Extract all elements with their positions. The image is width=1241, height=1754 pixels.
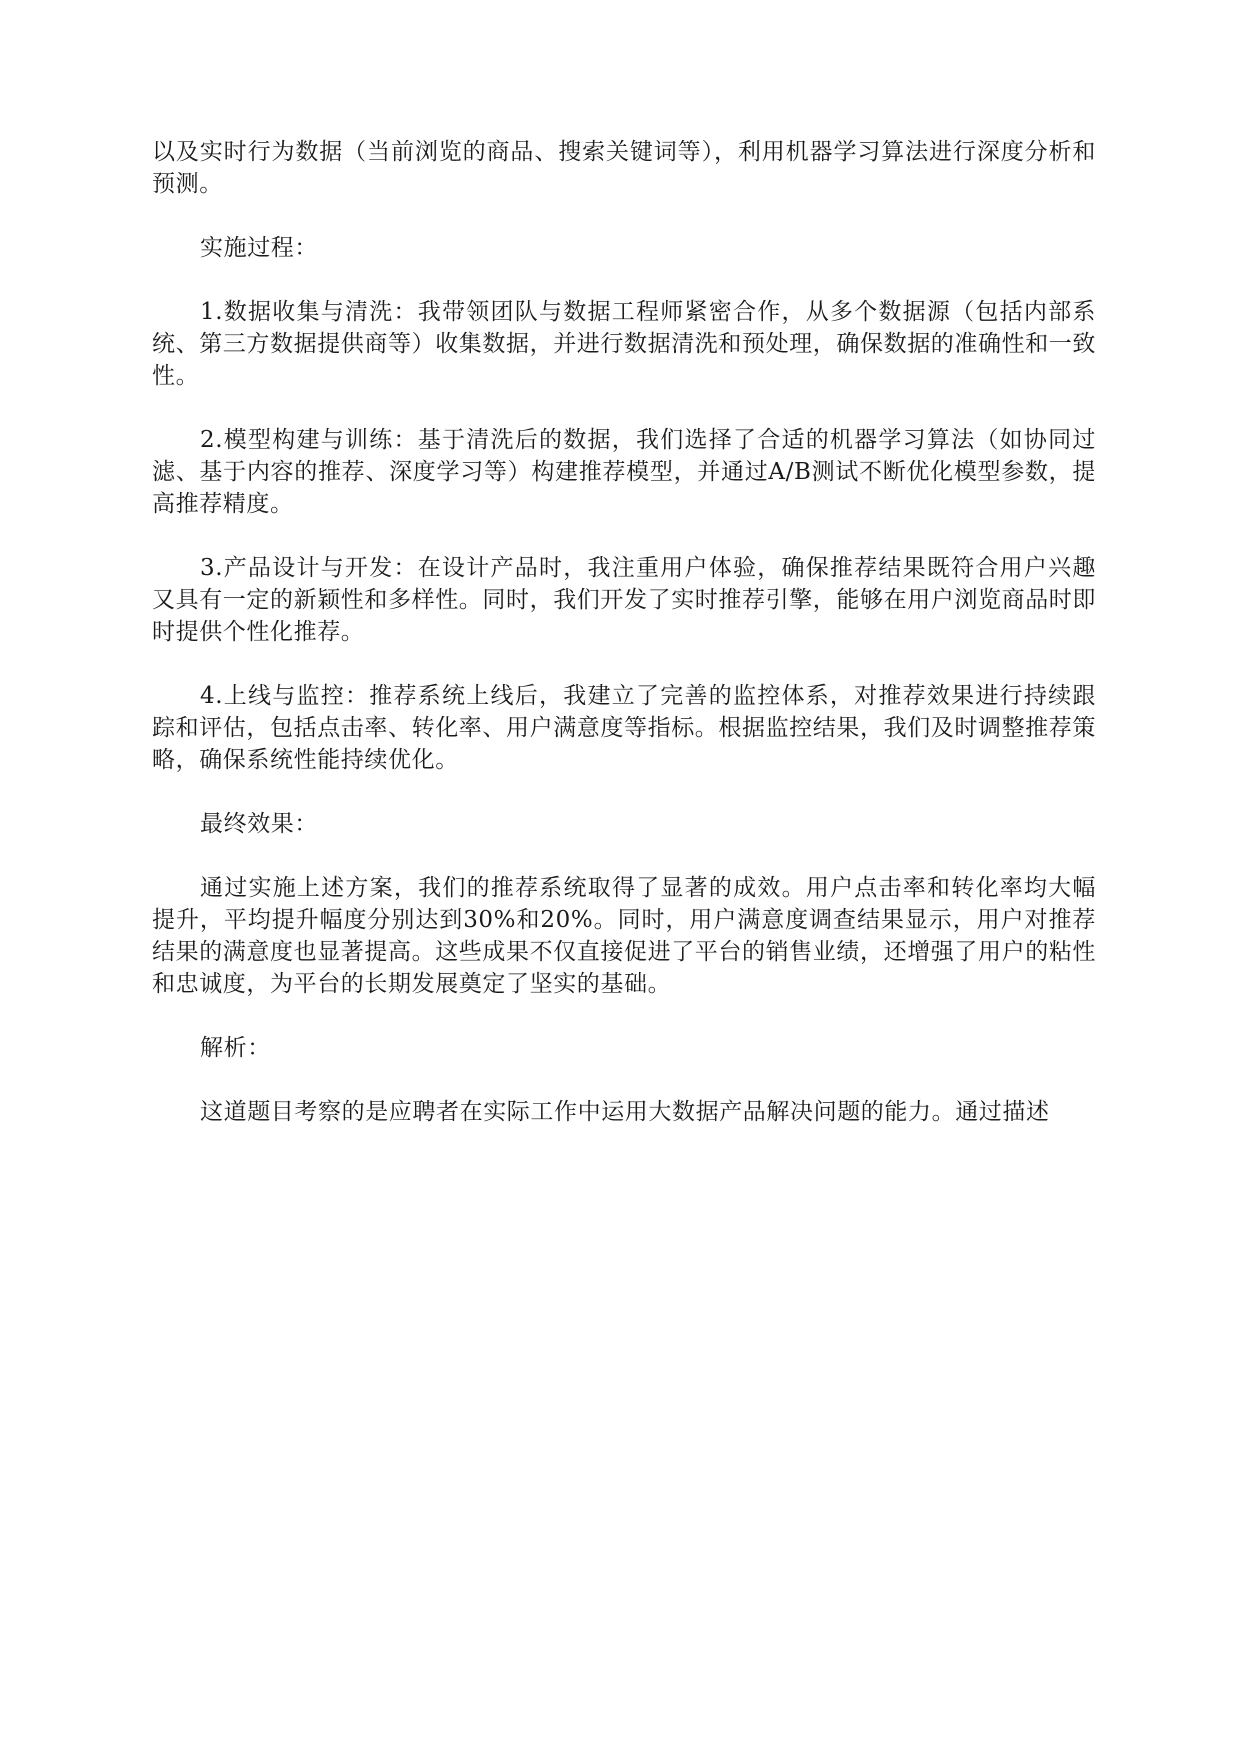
paragraph-continuation: 以及实时行为数据（当前浏览的商品、搜索关键词等），利用机器学习算法进行深度分析和预测。 — [152, 139, 1096, 197]
paragraph-result: 通过实施上述方案，我们的推荐系统取得了显著的成效。用户点击率和转化率均大幅提升，平均提升幅度分别达到30%和20%。同时，用户满意度调查结果显示，用户对推荐结果的满意度也显著提高。这些成果不仅直接促进了平台的销售业绩，还增强了用户的粘性和忠诚度，为平台的长期发展奠定了坚实的基础。 — [152, 875, 1096, 997]
paragraph-analysis: 这道题目考察的是应聘者在实际工作中运用大数据产品解决问题的能力。通过描述 — [200, 1099, 1050, 1125]
paragraph-step-4: 4.上线与监控：推荐系统上线后，我建立了完善的监控体系，对推荐效果进行持续跟踪和评估，包括点击率、转化率、用户满意度等指标。根据监控结果，我们及时调整推荐策略，确保系统性能持续优化。 — [152, 683, 1096, 773]
section-heading-result: 最终效果： — [200, 811, 318, 837]
section-heading-analysis: 解析： — [200, 1035, 271, 1061]
section-heading-implementation: 实施过程： — [200, 235, 318, 261]
document-body — [152, 136, 1096, 1160]
paragraph-step-3: 3.产品设计与开发：在设计产品时，我注重用户体验，确保推荐结果既符合用户兴趣又具有一定的新颖性和多样性。同时，我们开发了实时推荐引擎，能够在用户浏览商品时即时提供个性化推荐。 — [152, 555, 1096, 645]
paragraph-step-1: 1.数据收集与清洗：我带领团队与数据工程师紧密合作，从多个数据源（包括内部系统、第三方数据提供商等）收集数据，并进行数据清洗和预处理，确保数据的准确性和一致性。 — [152, 299, 1096, 389]
paragraph-step-2: 2.模型构建与训练：基于清洗后的数据，我们选择了合适的机器学习算法（如协同过滤、基于内容的推荐、深度学习等）构建推荐模型，并通过A/B测试不断优化模型参数，提高推荐精度。 — [152, 427, 1096, 517]
